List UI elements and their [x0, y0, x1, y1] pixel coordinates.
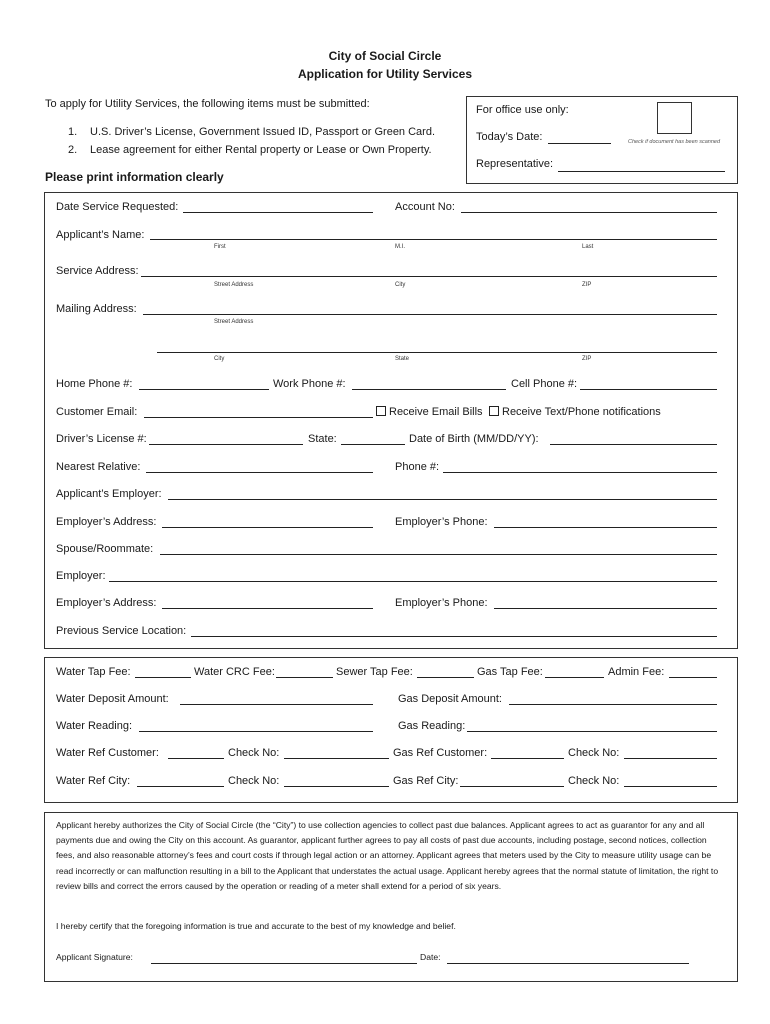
applicant-employer-field[interactable]: [168, 499, 717, 500]
account-no-field[interactable]: [461, 212, 717, 213]
employer-phone-2-label: Employer’s Phone:: [395, 597, 488, 609]
sign-date-label: Date:: [420, 952, 441, 962]
certify-text: I hereby certify that the foregoing information is true and accurate to the best of my knowledge and belief.: [56, 921, 456, 931]
sub-mailing-city: City: [214, 356, 225, 362]
email-label: Customer Email:: [56, 406, 138, 418]
home-phone-label: Home Phone #:: [56, 378, 133, 390]
state-field[interactable]: [341, 444, 405, 445]
applicant-name-label: Applicant’s Name:: [56, 229, 145, 241]
text-notify-label: Receive Text/Phone notifications: [502, 406, 661, 418]
spouse-field[interactable]: [160, 554, 717, 555]
admin-fee-field[interactable]: [669, 677, 717, 678]
gas-ref-city-label: Gas Ref City:: [393, 775, 459, 787]
sub-city: City: [395, 282, 406, 288]
intro-text: To apply for Utility Services, the following items must be submitted:: [45, 98, 370, 110]
cell-phone-label: Cell Phone #:: [511, 378, 578, 390]
check-no-1-label: Check No:: [228, 747, 280, 759]
sub-mi: M.I.: [395, 244, 405, 250]
check-no-2-label: Check No:: [568, 747, 620, 759]
water-crc-label: Water CRC Fee:: [194, 666, 275, 678]
check-no-1-field[interactable]: [284, 758, 389, 759]
water-deposit-field[interactable]: [180, 704, 373, 705]
employer-address-field[interactable]: [162, 527, 373, 528]
email-bills-checkbox[interactable]: [376, 406, 386, 416]
dob-label: Date of Birth (MM/DD/YY):: [409, 433, 539, 445]
email-field[interactable]: [144, 417, 373, 418]
applicant-employer-label: Applicant’s Employer:: [56, 488, 162, 500]
nearest-relative-label: Nearest Relative:: [56, 461, 141, 473]
fees-section: [44, 657, 738, 803]
check-no-2-field[interactable]: [624, 758, 717, 759]
print-notice: Please print information clearly: [45, 170, 224, 184]
previous-location-field[interactable]: [191, 636, 717, 637]
gas-reading-label: Gas Reading:: [398, 720, 466, 732]
water-reading-field[interactable]: [139, 731, 373, 732]
water-tap-label: Water Tap Fee:: [56, 666, 131, 678]
date-service-label: Date Service Requested:: [56, 201, 179, 213]
check-no-4-field[interactable]: [624, 786, 717, 787]
employer-field[interactable]: [109, 581, 717, 582]
relative-phone-label: Phone #:: [395, 461, 440, 473]
admin-fee-label: Admin Fee:: [608, 666, 665, 678]
gas-ref-customer-label: Gas Ref Customer:: [393, 747, 488, 759]
text-notify-checkbox[interactable]: [489, 406, 499, 416]
legal-paragraph: Applicant hereby authorizes the City of Social Circle (the “City”) to use collection agencies to collect past due balances. Applicant agrees to act as guarantor for any and all payments due and owing the City on this account. As guarantor, applicant further agrees to pay all costs of past due accounts, including postage, second notices, collection fees, and also reasonable attorney’s fees and court costs if through legal action or an attorney. Applicant agrees that meters used by the City to measure utility usage can be read incorrectly or can malfunction resulting in a bill to the Applicant that understates the actual usage. Applicant hereby agrees that the normal statute of limitation, the right to review bills and correct the errors caused by the operation or reading of a meter shall extend for a period of six years.: [56, 820, 719, 891]
gas-ref-customer-field[interactable]: [491, 758, 564, 759]
relative-phone-field[interactable]: [443, 472, 717, 473]
email-bills-label: Receive Email Bills: [389, 406, 483, 418]
email-bills-option[interactable]: [376, 406, 483, 418]
work-phone-field[interactable]: [352, 389, 506, 390]
signature-field[interactable]: [151, 963, 417, 964]
gas-tap-field[interactable]: [545, 677, 604, 678]
representative-field[interactable]: [558, 171, 725, 172]
check-no-3-label: Check No:: [228, 775, 280, 787]
water-crc-field[interactable]: [276, 677, 333, 678]
gas-reading-field[interactable]: [467, 731, 717, 732]
sub-mailing-street: Street Address: [214, 319, 254, 325]
water-ref-city-field[interactable]: [137, 786, 224, 787]
date-service-field[interactable]: [183, 212, 373, 213]
requirement-2: Lease agreement for either Rental property or Lease or Own Property.: [90, 144, 432, 156]
check-no-4-label: Check No:: [568, 775, 620, 787]
state-label: State:: [308, 433, 337, 445]
drivers-license-field[interactable]: [149, 444, 303, 445]
water-deposit-label: Water Deposit Amount:: [56, 693, 169, 705]
employer-label: Employer:: [56, 570, 106, 582]
employer-phone-label: Employer’s Phone:: [395, 516, 488, 528]
mailing-address-field[interactable]: [143, 314, 717, 315]
sign-date-field[interactable]: [447, 963, 689, 964]
requirement-1: U.S. Driver’s License, Government Issued ID, Passport or Green Card.: [90, 126, 436, 138]
service-address-field[interactable]: [141, 276, 717, 277]
sub-street: Street Address: [214, 282, 254, 288]
sub-mailing-state: State: [395, 356, 410, 362]
water-ref-customer-label: Water Ref Customer:: [56, 747, 159, 759]
employer-address-2-label: Employer’s Address:: [56, 597, 157, 609]
account-no-label: Account No:: [395, 201, 455, 213]
signature-label: Applicant Signature:: [56, 952, 133, 962]
service-address-label: Service Address:: [56, 265, 139, 277]
water-reading-label: Water Reading:: [56, 720, 133, 732]
office-heading: For office use only:: [476, 104, 569, 116]
todays-date-field[interactable]: [548, 143, 611, 144]
cell-phone-field[interactable]: [580, 389, 717, 390]
water-ref-city-label: Water Ref City:: [56, 775, 131, 787]
sub-mailing-zip: ZIP: [582, 356, 592, 362]
gas-ref-city-field[interactable]: [460, 786, 564, 787]
page-title: City of Social Circle: [328, 49, 442, 63]
home-phone-field[interactable]: [139, 389, 269, 390]
sub-first: First: [214, 244, 226, 250]
dob-field[interactable]: [550, 444, 717, 445]
employer-address-2-field[interactable]: [162, 608, 373, 609]
scanned-checkbox[interactable]: [657, 102, 692, 134]
page-subtitle: Application for Utility Services: [297, 67, 473, 81]
sub-zip: ZIP: [582, 282, 592, 288]
todays-date-label: Today’s Date:: [476, 131, 543, 143]
text-notify-option[interactable]: [489, 406, 661, 418]
gas-deposit-field[interactable]: [509, 704, 717, 705]
requirement-num-1: 1.: [68, 126, 78, 138]
employer-phone-2-field[interactable]: [494, 608, 717, 609]
water-tap-field[interactable]: [135, 677, 191, 678]
spouse-label: Spouse/Roommate:: [56, 543, 154, 555]
sub-last: Last: [582, 244, 594, 250]
work-phone-label: Work Phone #:: [273, 378, 346, 390]
scan-note: Check if document has been scanned: [628, 139, 721, 145]
employer-address-label: Employer’s Address:: [56, 516, 157, 528]
gas-tap-label: Gas Tap Fee:: [477, 666, 543, 678]
gas-deposit-label: Gas Deposit Amount:: [398, 693, 502, 705]
drivers-license-label: Driver’s License #:: [56, 433, 147, 445]
water-ref-customer-field[interactable]: [168, 758, 224, 759]
applicant-name-field[interactable]: [150, 239, 717, 240]
mailing-address-field-2[interactable]: [157, 352, 717, 353]
mailing-address-label: Mailing Address:: [56, 303, 137, 315]
sewer-tap-label: Sewer Tap Fee:: [336, 666, 413, 678]
requirement-num-2: 2.: [68, 144, 78, 156]
nearest-relative-field[interactable]: [146, 472, 373, 473]
sewer-tap-field[interactable]: [417, 677, 474, 678]
check-no-3-field[interactable]: [284, 786, 389, 787]
previous-location-label: Previous Service Location:: [56, 625, 187, 637]
employer-phone-field[interactable]: [494, 527, 717, 528]
representative-label: Representative:: [476, 158, 554, 170]
